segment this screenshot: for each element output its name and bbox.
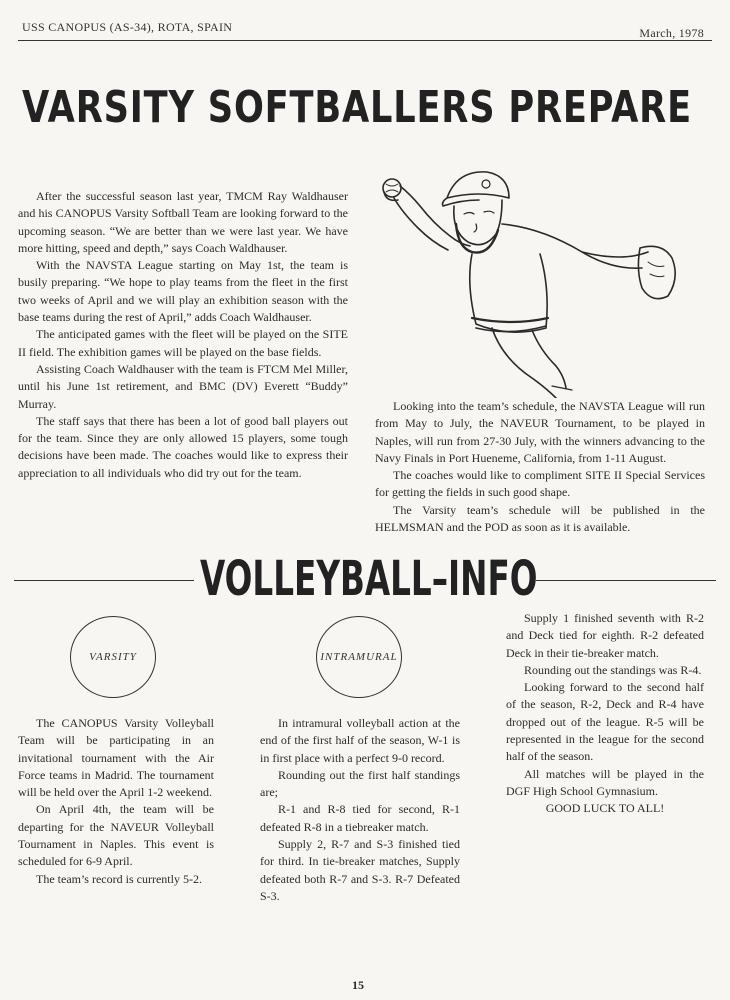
paragraph: With the NAVSTA League starting on May 1st, the team is busily preparing. “We hope to play teams from the fleet in the first two weeks of April and we will play an exhibition season with the base teams during the rest of April,” adds Coach Waldhauser.	[18, 258, 348, 325]
paragraph: The anticipated games with the fleet will be played on the SITE II field. The exhibition games will be played on the base fields.	[18, 327, 348, 359]
paragraph: Rounding out the first half standings are;	[260, 767, 460, 800]
paragraph: Assisting Coach Waldhauser with the team is FTCM Mel Miller, until his June 1st retirement, and BMC (DV) Everett “Buddy” Murray.	[18, 361, 348, 411]
paragraph: The staff says that there has been a lot of good ball players out for the team. Since they are only allowed 15 players, some tough decisions have been made. The coaches would like to express their appreciation to all individuals who did try out for the team.	[18, 413, 348, 480]
volleyball-rule-right	[536, 580, 716, 581]
closing-line: GOOD LUCK TO ALL!	[545, 801, 665, 816]
paragraph: The Varsity team’s schedule will be published in the HELMSMAN and the POD as soon as it is available.	[375, 502, 705, 535]
volleyball-title: VOLLEYBALL–INFO	[200, 551, 538, 607]
paragraph: Looking into the team’s schedule, the NAVSTA League will run from May to July, the NAVEUR Tournament, to be played in Naples, will run from 27-30 July, with the winners advancing to the Navy Finals in Port Hueneme, California, from 1-11 August.	[375, 399, 705, 465]
softball-pitcher-illustration	[372, 158, 712, 398]
paragraph: All matches will be played in the DGF High School Gymnasium.	[506, 766, 704, 798]
varsity-circle-label: VARSITY	[70, 616, 156, 698]
article-title: VARSITY SOFTBALLERS PREPARE	[22, 82, 692, 133]
paragraph: After the successful season last year, TMCM Ray Waldhauser and his CANOPUS Varsity Softball Team are looking forward to the upcoming season. “We are better than we were last year. We have more hitting, speed and depth,” says Coach Waldhauser.	[18, 189, 348, 255]
volleyball-third-column	[506, 610, 704, 818]
intramural-circle-label: INTRAMURAL	[316, 616, 402, 698]
page-number: 15	[352, 978, 364, 992]
paragraph: R-1 and R-8 tied for second, R-1 defeated R-8 in a tiebreaker match.	[260, 802, 460, 834]
paragraph: The team’s record is currently 5-2.	[36, 871, 202, 886]
paragraph: In intramural volleyball action at the end of the first half of the season, W-1 is in first place with a perfect 9-0 record.	[260, 716, 460, 765]
softball-right-column	[375, 398, 705, 536]
volleyball-intramural-column	[260, 715, 460, 905]
paragraph: Looking forward to the second half of the season, R-2, Deck and R-4 have dropped out of the league. R-5 will be represented in the league for the second half of the season.	[506, 680, 704, 764]
paragraph: Supply 1 finished seventh with R-2 and Deck tied for eighth. R-2 defeated Deck in their tie-breaker match.	[506, 611, 704, 660]
issue-date: March, 1978	[639, 26, 704, 40]
paragraph: The CANOPUS Varsity Volleyball Team will be participating in an invitational tournament with the Air Force teams in Madrid. The tournament will be held over the April 1-2 weekend.	[18, 716, 214, 800]
paragraph: On April 4th, the team will be departing for the NAVEUR Volleyball Tournament in Naples. This event is scheduled for 6-9 April.	[18, 802, 214, 869]
paragraph: Supply 2, R-7 and S-3 finished tied for third. In tie-breaker matches, Supply defeated both R-7 and S-3. R-7 Defeated S-3.	[260, 837, 460, 903]
paragraph: The coaches would like to compliment SITE II Special Services for getting the fields in such good shape.	[375, 468, 705, 500]
paragraph: Rounding out the standings was R-4.	[524, 662, 702, 677]
volleyball-rule-left	[14, 580, 194, 581]
softball-left-column	[18, 188, 348, 482]
header-rule	[18, 40, 712, 41]
volleyball-varsity-column	[18, 715, 214, 888]
publication-header: USS CANOPUS (AS-34), ROTA, SPAIN	[22, 20, 233, 34]
